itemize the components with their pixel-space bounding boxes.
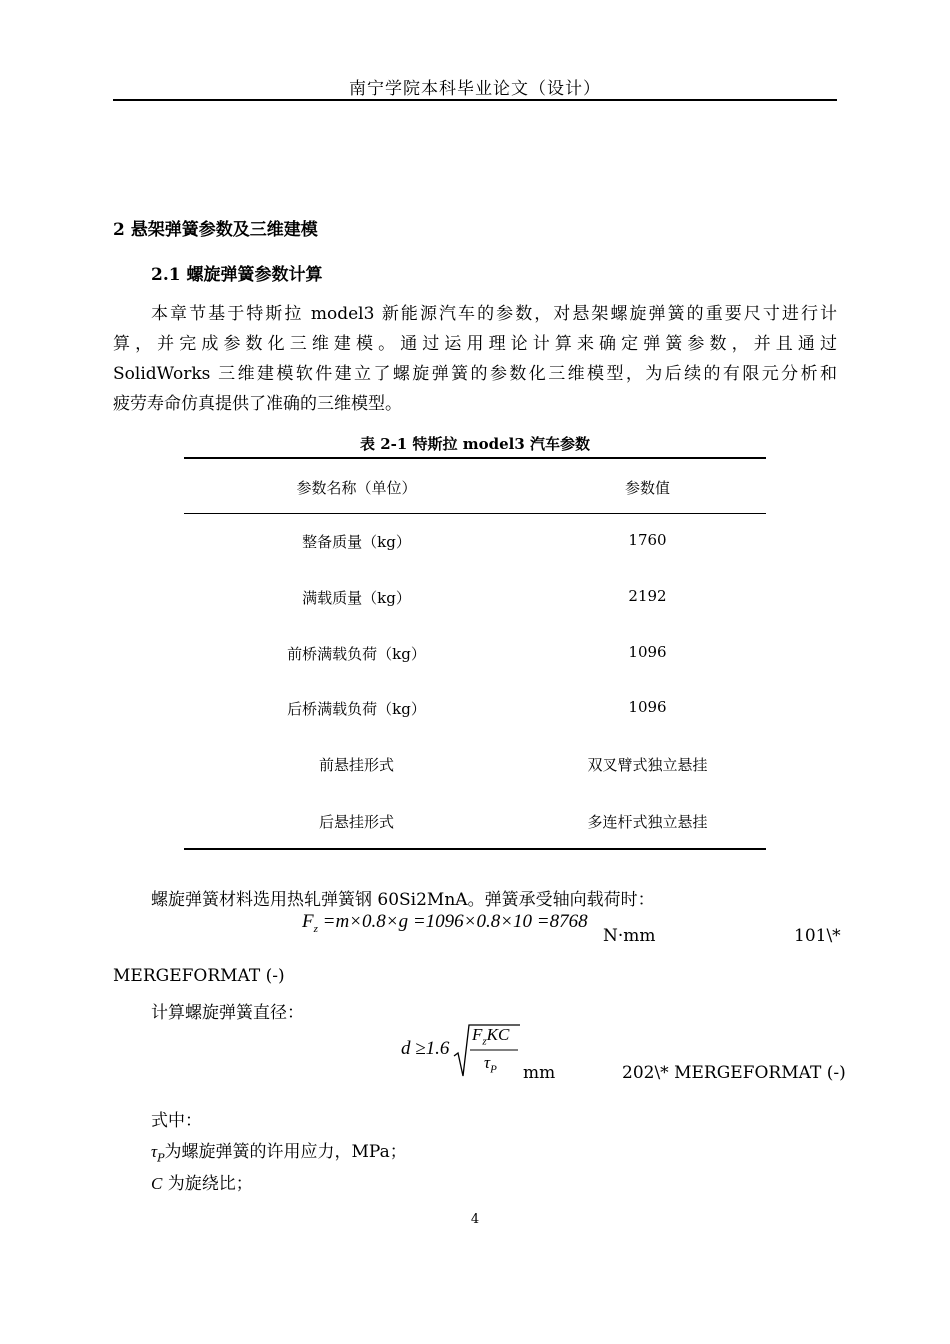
definition-tau: $\tau_P$为螺旋弹簧的许用应力，MPa；: [151, 1142, 407, 1165]
equation-number-continuation: MERGEFORMAT (-): [113, 966, 285, 986]
equation-diameter-lhs: d ≥1.6: [401, 1038, 450, 1059]
table-cell-value: 多连杆式独立悬挂: [587, 813, 708, 831]
equation-unit: mm: [523, 1063, 556, 1083]
where-label: 式中：: [151, 1111, 202, 1131]
table-header-param: 参数名称（单位）: [296, 479, 417, 497]
paragraph-line: 疲劳寿命仿真提供了准确的三维模型。: [113, 394, 402, 414]
table-cell-param: 后悬挂形式: [318, 813, 394, 831]
table-cell-value: 1096: [628, 698, 667, 716]
equation-number: 202\* MERGEFORMAT (-): [622, 1063, 846, 1083]
diameter-intro: 计算螺旋弹簧直径：: [151, 1003, 304, 1023]
equation-axial-load: $F_z =m\times 0.8\times g =1096\times 0.8\times 10 =8768$: [302, 911, 588, 935]
header-rule: [113, 99, 837, 101]
table-cell-value: 1096: [628, 643, 667, 661]
table-caption: 表 2-1 特斯拉 model3 汽车参数: [359, 435, 591, 453]
table-cell-value: 双叉臂式独立悬挂: [587, 756, 708, 774]
paragraph-line: 算，并完成参数化三维建模。通过运用理论计算来确定弹簧参数，并且通过: [113, 334, 837, 354]
table-cell-value: 1760: [628, 531, 667, 549]
paragraph-line: 本章节基于特斯拉 model3 新能源汽车的参数，对悬架螺旋弹簧的重要尺寸进行计: [151, 304, 837, 324]
table-header-rule: [184, 513, 766, 514]
definition-c: C 为旋绕比；: [151, 1174, 253, 1194]
equation-unit: N·mm: [603, 926, 656, 946]
table-cell-param: 后桥满载负荷（kg）: [287, 700, 426, 718]
table-bottom-rule: [184, 848, 766, 850]
equation-diameter-denominator: $\tau_P$: [484, 1053, 497, 1076]
equation-diameter-numerator: $F_zKC$: [472, 1025, 510, 1048]
subsection-heading: 2.1 螺旋弹簧参数计算: [151, 265, 323, 285]
table-cell-value: 2192: [628, 587, 667, 605]
paragraph-line: SolidWorks 三维建模软件建立了螺旋弹簧的参数化三维模型，为后续的有限元分析和: [113, 364, 837, 384]
table-cell-param: 整备质量（kg）: [302, 533, 411, 551]
running-header: 南宁学院本科毕业论文（设计）: [349, 79, 601, 99]
page-number: 4: [470, 1212, 480, 1227]
intro-paragraph: [113, 299, 837, 419]
table-cell-param: 前悬挂形式: [318, 756, 394, 774]
table-top-rule: [184, 457, 766, 459]
section-heading: 2 悬架弹簧参数及三维建模: [113, 220, 318, 240]
table-header-value: 参数值: [624, 479, 670, 497]
material-line: 螺旋弹簧材料选用热轧弹簧钢 60Si2MnA。弹簧承受轴向载荷时：: [151, 890, 655, 910]
table-cell-param: 前桥满载负荷（kg）: [287, 645, 426, 663]
table-cell-param: 满载质量（kg）: [302, 589, 411, 607]
equation-number: 101\*: [794, 926, 841, 946]
